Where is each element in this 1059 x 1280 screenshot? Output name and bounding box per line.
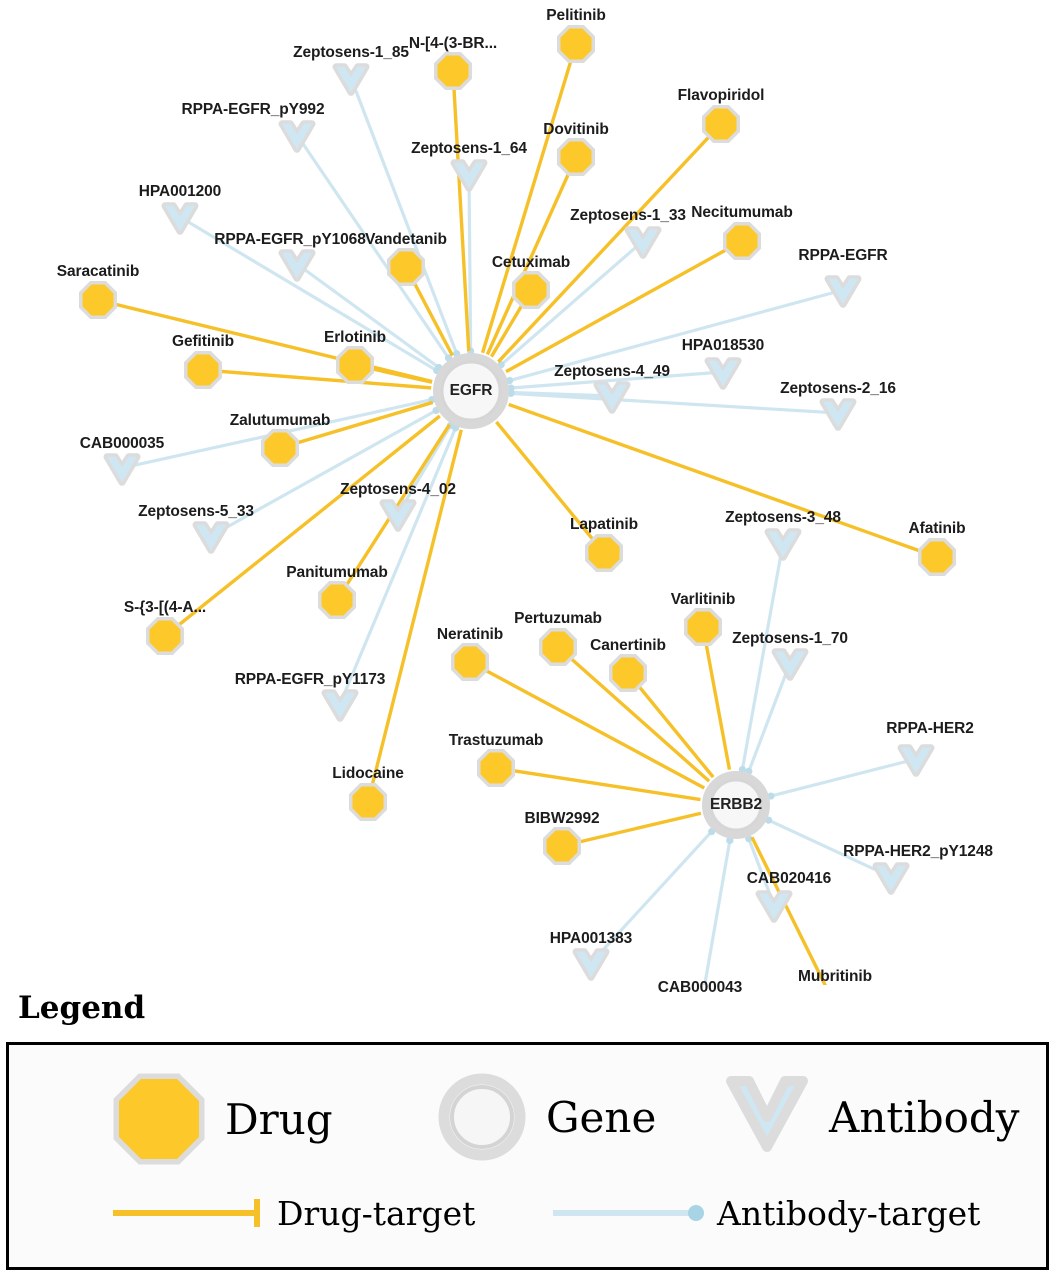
- legend-antibody-target-label: Antibody-target: [717, 1193, 981, 1233]
- drug-node-label: Varlitinib: [670, 591, 736, 608]
- antibody-node[interactable]: [876, 866, 906, 892]
- drug-target-edge-icon: [109, 1193, 269, 1233]
- legend-gene: [434, 1069, 656, 1165]
- drug-node-label: Dovitinib: [543, 121, 609, 138]
- antibody-node[interactable]: [775, 652, 805, 678]
- drug-node-label: Pelitinib: [546, 7, 606, 24]
- drug-node[interactable]: [543, 632, 574, 663]
- antibody-node-label: Zeptosens-4_49: [554, 363, 670, 380]
- antibody-target-edge: [351, 78, 457, 354]
- antibody-node-label: Zeptosens-1_70: [732, 630, 848, 647]
- legend-shapes-row: [9, 1055, 1046, 1175]
- drug-node-shape: [188, 355, 219, 386]
- drug-node-label: N-[4-(3-BR...: [408, 35, 498, 52]
- drug-node[interactable]: [391, 252, 422, 283]
- drug-node[interactable]: [589, 538, 620, 569]
- drug-node-shape: [589, 538, 620, 569]
- gene-icon: [434, 1069, 530, 1165]
- drug-node[interactable]: [150, 621, 181, 652]
- legend-antibody: [721, 1069, 1019, 1165]
- legend-drug-target-label: Drug-target: [277, 1193, 476, 1233]
- antibody-node-label: Zeptosens-3_48: [725, 509, 841, 526]
- antibody-node-label: RPPA-EGFR_pY1068: [214, 231, 366, 248]
- drug-target-edge: [703, 627, 729, 770]
- drug-node[interactable]: [613, 658, 644, 689]
- drug-node-shape: [688, 612, 719, 643]
- antibody-node[interactable]: [282, 253, 312, 278]
- antibody-node-label: HPA018530: [681, 337, 765, 354]
- drug-target-edge: [496, 768, 700, 800]
- antibody-node[interactable]: [576, 952, 606, 978]
- drug-node[interactable]: [706, 109, 737, 140]
- drug-node-shape: [340, 350, 371, 381]
- antibody-node-label: Zeptosens-1_64: [411, 140, 527, 157]
- drug-node-shape: [727, 226, 758, 257]
- legend-antibody-target: [549, 1193, 980, 1233]
- drug-node-label: Gefitinib: [172, 333, 234, 350]
- antibody-node[interactable]: [828, 279, 858, 305]
- legend-antibody-label: Antibody: [829, 1092, 1020, 1142]
- drug-node-label: Zalutumumab: [229, 412, 331, 429]
- drug-node-shape: [391, 252, 422, 283]
- drug-node[interactable]: [727, 226, 758, 257]
- drug-node[interactable]: [438, 56, 469, 87]
- drug-node[interactable]: [322, 585, 353, 616]
- drug-node[interactable]: [188, 355, 219, 386]
- antibody-target-edge: [700, 840, 730, 985]
- gene-node-label: EGFR: [449, 382, 493, 399]
- drug-node[interactable]: [83, 285, 114, 316]
- antibody-node[interactable]: [759, 894, 789, 920]
- drug-node-shape: [322, 585, 353, 616]
- drug-node-shape: [706, 109, 737, 140]
- antibody-node[interactable]: [708, 361, 738, 387]
- antibody-node[interactable]: [901, 748, 931, 774]
- antibody-node-label: Zeptosens-1_85: [293, 44, 409, 61]
- drug-node-label: Pertuzumab: [514, 610, 602, 627]
- antibody-node[interactable]: [768, 532, 798, 558]
- antibody-node-label: RPPA-HER2_pY1248: [843, 843, 993, 860]
- drug-node-shape: [561, 142, 592, 173]
- drug-node-label: Necitumumab: [691, 204, 793, 221]
- antibody-node-label: CAB000043: [657, 979, 743, 996]
- legend-drug-target: [109, 1193, 475, 1233]
- antibody-node-label: RPPA-EGFR_pY1173: [234, 671, 386, 688]
- antibody-node[interactable]: [282, 124, 312, 150]
- drug-node-shape: [547, 831, 578, 862]
- drug-node-shape: [922, 542, 953, 573]
- drug-node-label: BIBW2992: [524, 810, 600, 827]
- antibody-node-label: RPPA-HER2: [886, 720, 974, 737]
- drug-node-shape: [438, 56, 469, 87]
- drug-node-label: Lidocaine: [332, 765, 404, 782]
- legend-edges-row: [9, 1193, 1046, 1263]
- antibody-node[interactable]: [823, 402, 853, 428]
- drug-node-label: Vandetanib: [365, 231, 447, 248]
- antibody-node-label: Zeptosens-4_02: [340, 481, 456, 498]
- drug-node[interactable]: [561, 142, 592, 173]
- drug-icon: [109, 1069, 209, 1169]
- drug-target-edge: [628, 673, 713, 777]
- antibody-node-label: RPPA-EGFR_pY992: [181, 101, 325, 118]
- drug-node[interactable]: [353, 787, 384, 818]
- antibody-node-label: Zeptosens-2_16: [780, 380, 896, 397]
- antibody-node-label: Zeptosens-1_33: [570, 207, 686, 224]
- antibody-node[interactable]: [107, 457, 137, 483]
- drug-node-label: Flavopiridol: [677, 87, 765, 104]
- antibody-icon: [721, 1069, 813, 1165]
- drug-node-shape: [543, 632, 574, 663]
- antibody-node[interactable]: [196, 525, 226, 551]
- legend-drug: [109, 1069, 333, 1169]
- drug-node-label: Lapatinib: [570, 516, 638, 533]
- drug-node-shape: [516, 275, 547, 306]
- drug-node-shape: [481, 753, 512, 784]
- antibody-node[interactable]: [325, 693, 355, 719]
- drug-node-label: Saracatinib: [56, 263, 140, 280]
- legend-drug-label: Drug: [225, 1094, 333, 1144]
- antibody-node-label: HPA001383: [549, 930, 633, 947]
- drug-node-shape: [265, 433, 296, 464]
- drug-target-edge: [509, 404, 937, 557]
- drug-node-label: Neratinib: [436, 626, 504, 643]
- antibody-target-edge: [749, 663, 790, 771]
- antibody-node[interactable]: [597, 385, 627, 411]
- antibody-target-edge: [469, 174, 471, 351]
- antibody-node-label: Zeptosens-5_33: [138, 503, 254, 520]
- drug-node-shape: [150, 621, 181, 652]
- drug-node-label: Panitumumab: [286, 564, 388, 581]
- antibody-node-label: CAB020416: [746, 870, 832, 887]
- drug-node[interactable]: [265, 433, 296, 464]
- drug-node-shape: [83, 285, 114, 316]
- drug-node-label: Trastuzumab: [448, 732, 544, 749]
- drug-node-label: Canertinib: [590, 637, 666, 654]
- legend-gene-label: Gene: [546, 1092, 657, 1142]
- drug-node-shape: [561, 29, 592, 60]
- drug-node[interactable]: [455, 647, 486, 678]
- drug-node-shape: [455, 647, 486, 678]
- drug-node-label: S-{3-[(4-A...: [123, 599, 207, 616]
- drug-node[interactable]: [922, 542, 953, 573]
- drug-node[interactable]: [561, 29, 592, 60]
- legend-title: Legend: [18, 990, 146, 1026]
- drug-node-label: Afatinib: [908, 520, 966, 537]
- antibody-target-edge: [771, 759, 916, 796]
- drug-node-label: Erlotinib: [324, 329, 386, 346]
- drug-node-shape: [613, 658, 644, 689]
- drug-node[interactable]: [516, 275, 547, 306]
- drug-target-edge: [752, 837, 835, 985]
- antibody-target-edge-icon: [549, 1193, 709, 1233]
- antibody-node-label: CAB000035: [79, 435, 165, 452]
- drug-node[interactable]: [547, 831, 578, 862]
- drug-node-shape: [353, 787, 384, 818]
- antibody-node-label: RPPA-EGFR: [798, 247, 888, 264]
- antibody-node-label: HPA001200: [138, 183, 222, 200]
- antibody-node[interactable]: [165, 206, 195, 232]
- drug-node[interactable]: [481, 753, 512, 784]
- drug-node[interactable]: [688, 612, 719, 643]
- drug-node-label: Mubritinib: [798, 968, 872, 985]
- legend-box: [6, 1042, 1049, 1270]
- drug-target-edge: [498, 124, 721, 362]
- gene-node-label: ERBB2: [709, 796, 763, 813]
- drug-node-label: Cetuximab: [491, 254, 571, 271]
- drug-target-edge: [453, 71, 469, 351]
- antibody-node[interactable]: [336, 67, 366, 93]
- drug-node[interactable]: [340, 350, 371, 381]
